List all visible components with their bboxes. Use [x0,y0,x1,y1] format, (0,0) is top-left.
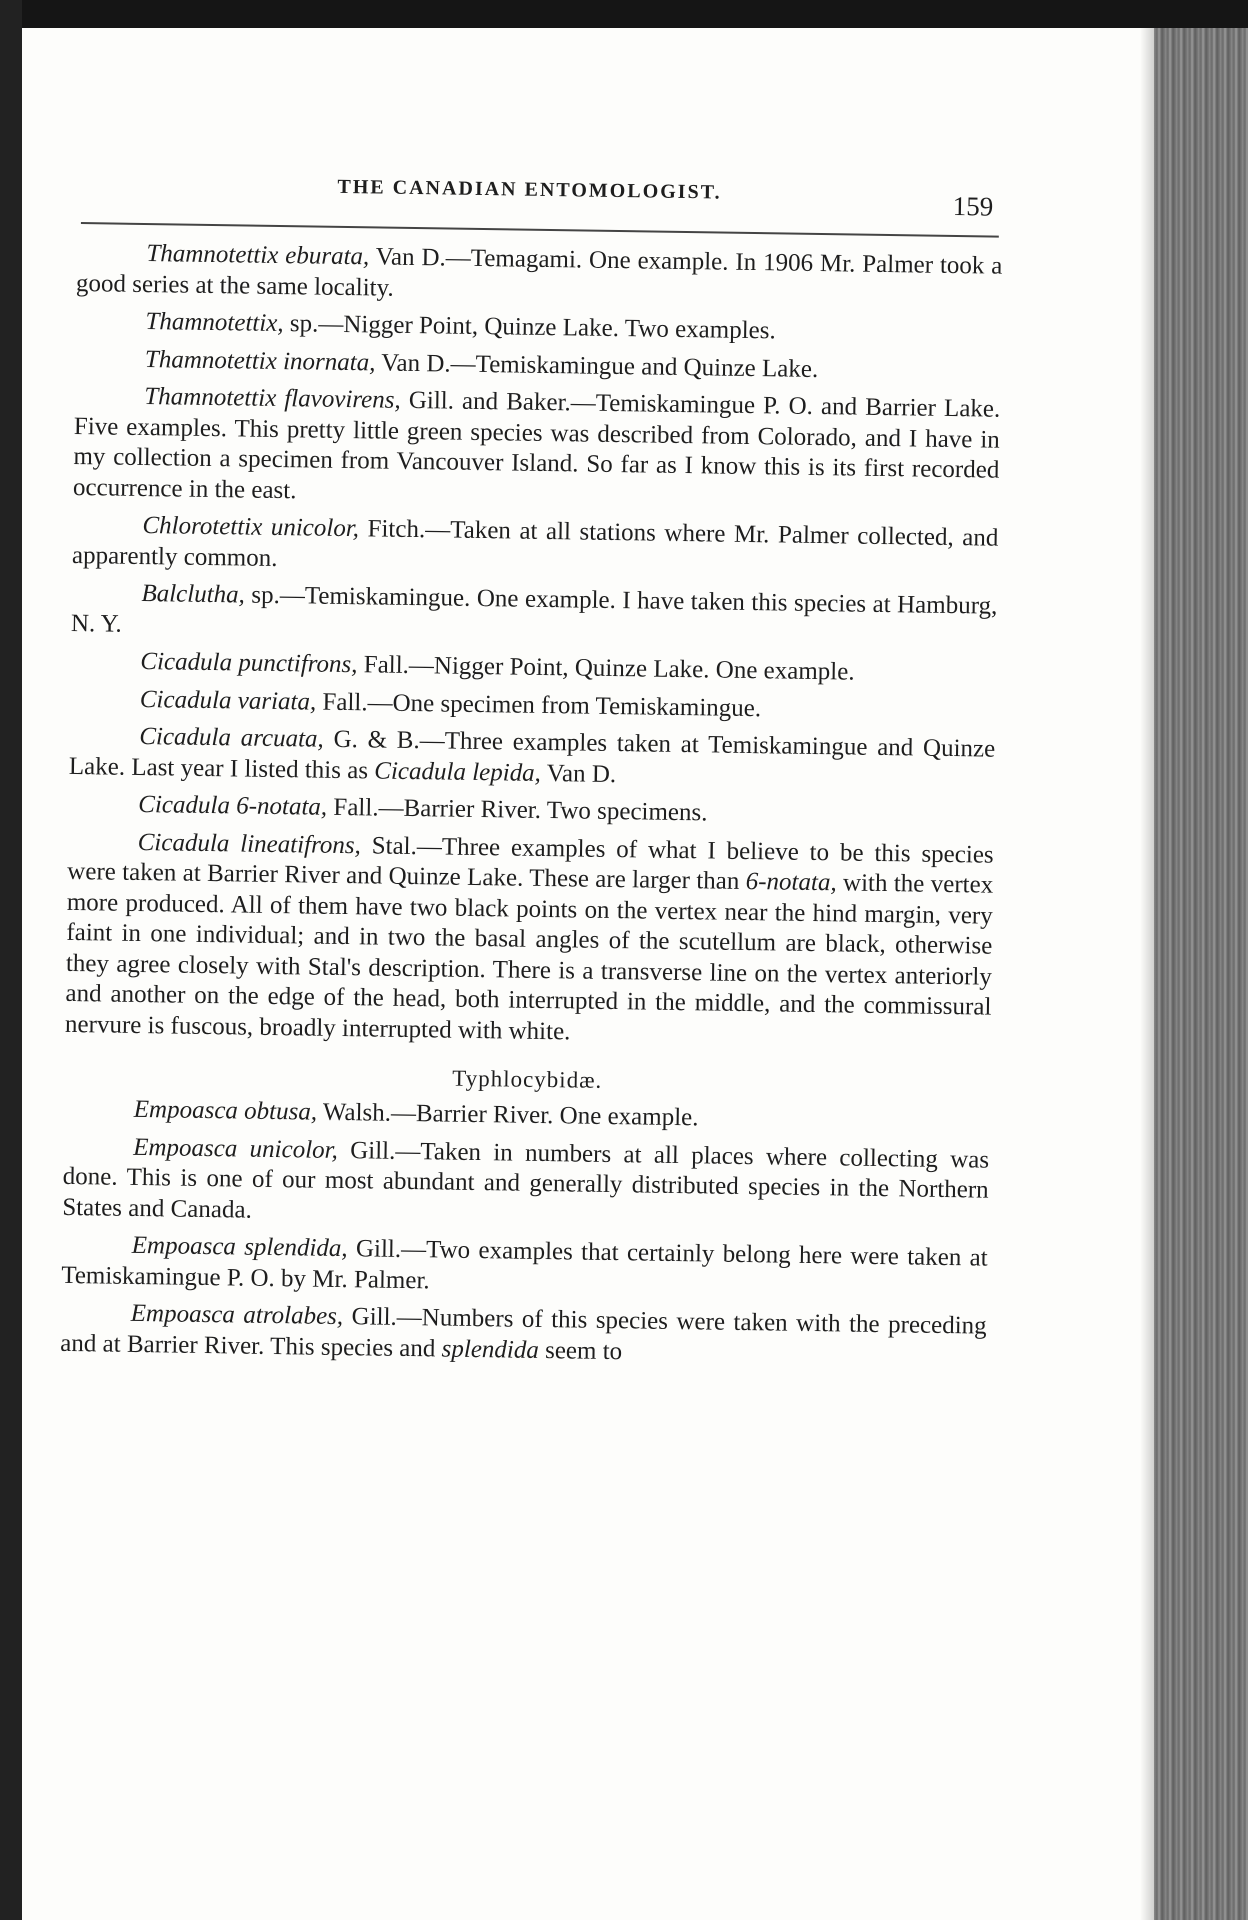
page-number: 159 [952,190,994,222]
entry-text: Stal.—Three examples of what I believe to be this species were taken at Barrier River and Quinze Lake. These are larger than [67,831,994,895]
species-name: Empoasca obtusa, [133,1095,318,1126]
entry-text: Fall.—Barrier River. Two specimens. [326,793,708,827]
species-name: Balclutha, [141,579,246,609]
entry-text: G. & B.—Three examples taken at Temiskamingue and Quinze Lake. Last year I listed this as [68,725,996,784]
scan-left-border [0,0,22,1920]
species-entry [61,1230,988,1305]
entry-text-cont: with the vertex more produced. All of them have two black points on the vertex near the hind margin, very faint in one individual; and in two the basal angles of the scutellum are black, otherwise they agree closely with Stal's description. There is a transverse line on the vertex anteriorly and another on the edge of the head, both interrupted in the middle, and the commissural nervure is fuscous, broadly interrupted with white. [64,869,994,1045]
species-name: Cicadula lineatifrons, [137,828,362,859]
entry-text: Gill.—Taken in numbers at all places where collecting was done. This is one of our most abundant and generally distributed species in the Northern States and Canada. [62,1136,990,1224]
entry-text: Gill. and Baker.—Temiskamingue P. O. and Barrier Lake. Five examples. This pretty little green species was described from Colorado, and I have in my collection a specimen from Vancouver Island. So far as I know this is its first recorded occurrence in the east. [72,386,1001,504]
species-entry [73,381,1001,517]
entry-text-cont: seem to [538,1336,623,1365]
running-title: THE CANADIAN ENTOMOLOGIST. [337,175,722,204]
species-name: Chlorotettix unicolor, [142,511,360,543]
entry-text: Fitch.—Taken at all stations where Mr. Palmer collected, and apparently common. [71,515,999,572]
entry-text: sp.—Temiskamingue. One example. I have taken this species at Hamburg, N. Y. [70,581,998,638]
section-heading: Typhlocybidæ. [452,1065,603,1093]
species-name-inline: splendida [441,1335,540,1364]
entry-text: Gill.—Two examples that certainly belong here were taken at Temiskamingue P. O. by Mr. Palmer. [61,1235,988,1294]
species-name: Cicadula arcuata, [139,722,325,753]
entry-text: Van D.—Temagami. One example. In 1906 Mr. Palmer took a good series at the same locality. [75,243,1003,302]
species-name: Cicadula punctifrons, [140,647,358,679]
species-entry [60,1298,987,1373]
species-entry [71,578,998,653]
species-entry [76,238,1003,313]
entry-text: sp.—Nigger Point, Quinze Lake. Two examples. [283,310,776,345]
species-entry [69,721,996,796]
species-name: Thamnotettix inornata, [144,345,376,376]
species-name: Thamnotettix eburata, [146,240,370,271]
species-entry [75,306,1001,350]
species-entry [65,826,994,1053]
scan-top-border [0,0,1248,28]
species-entry [70,683,996,727]
entry-text: Fall.—Nigger Point, Quinze Lake. One example. [357,651,855,686]
species-entry [70,646,996,690]
species-name: Thamnotettix flavovirens, [144,383,401,414]
species-name: Cicadula variata, [139,685,317,716]
book-page-edges [1154,28,1248,1920]
species-entry [62,1131,989,1236]
species-entry [75,343,1001,387]
header-rule [81,222,999,238]
species-name: Thamnotettix, [145,308,284,338]
species-name-inline: Cicadula lepida, [374,756,542,787]
species-name: Cicadula 6-notata, [138,790,328,821]
entry-text: Walsh.—Barrier River. One example. [316,1098,699,1132]
species-name-inline: 6-notata, [745,867,837,897]
entry-text: Van D.—Temiskamingue and Quinze Lake. [375,348,819,383]
species-name: Empoasca splendida, [131,1231,348,1263]
entry-text-cont: Van D. [540,759,617,788]
entry-text: Fall.—One specimen from Temiskamingue. [316,688,762,722]
species-entry [64,1094,990,1138]
species-name: Empoasca atrolabes, [130,1299,344,1331]
species-entry [68,789,994,833]
entry-text: Gill.—Numbers of this species were taken with the preceding and at Barrier River. This species and [60,1303,987,1363]
page-content [60,150,1004,1380]
species-entry [72,510,999,585]
species-name: Empoasca unicolor, [133,1133,339,1164]
